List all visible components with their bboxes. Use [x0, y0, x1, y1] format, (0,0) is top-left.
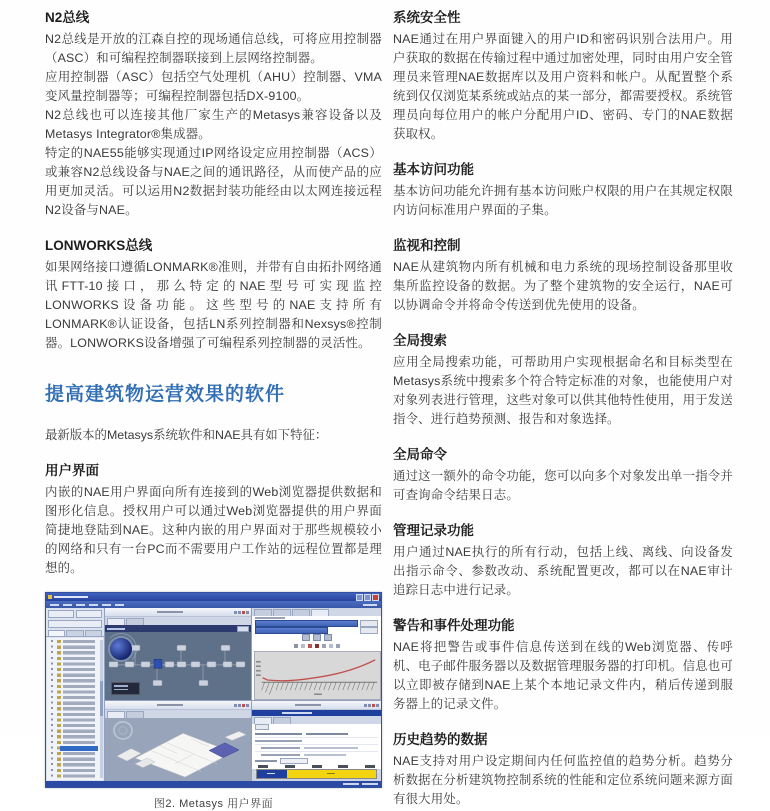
paragraph: 基本访问功能允许拥有基本访问账户权限的用户在其规定权限内访问标准用户界面的子集。	[393, 184, 733, 217]
paragraph: NAE从建筑物内所有机械和电力系统的现场控制设备那里收集所监控设备的数据。为了整个建筑物的安全运行，NAE可以协调命令并将命令传送到优先使用的设备。	[393, 260, 733, 312]
globe-icon	[110, 638, 132, 660]
feature-intro: 最新版本的Metasys系统软件和NAE具有如下特征：	[45, 428, 328, 442]
gauge-segment-occupied	[257, 770, 287, 778]
time-tick-placeholder	[285, 765, 295, 767]
selected-item-row	[252, 620, 381, 627]
tab-placeholder	[126, 711, 144, 718]
paragraph: N2总线是开放的江森自控的现场通信总线，可将应用控制器（ASC）和可编程控制器联接到上层网络控制器。	[45, 32, 382, 65]
time-tick-placeholder	[365, 765, 375, 767]
chart-icon	[313, 634, 321, 641]
gauge-segment-unoccupied	[287, 770, 376, 778]
panel-icon	[372, 704, 375, 707]
panel-header-icons	[364, 704, 379, 707]
section-user-interface	[45, 462, 382, 578]
trend-chart-panel	[252, 608, 381, 701]
paragraph: NAE将把警告或事件信息传送到在线的Web浏览器、传呼机、电子邮件服务器以及数据管理服务器的打印机。信息也可以立即被存储到NAE上某个本地记录文件内，稍后传递到服务器上的记录文件。	[393, 640, 733, 711]
tab-placeholder	[273, 609, 291, 616]
paragraph: 如果网络接口遵循LONMARK®准则，并带有自由拓扑网络通讯FTT-10接口，那么特定的NAE型号可实现监控LONWORKS设备功能。这些型号的NAE支持所有LONMARK®认证设备，包括LN系列控制器和Nexsys®控制器。LONWORKS设备增强了可编程系列控制器的灵活性。	[45, 260, 382, 350]
system-diagram-panel	[105, 608, 251, 701]
panel-icon	[246, 611, 249, 614]
menu-item-placeholder	[76, 604, 85, 606]
panel-icon	[364, 704, 367, 707]
tree-button-placeholder	[76, 610, 102, 618]
middle-panels	[105, 608, 252, 781]
paragraph: 通过这一额外的命令功能，您可以向多个对象发出单一指令并可查询命令结果日志。	[393, 469, 733, 502]
paragraph: 应用全局搜索功能，可帮助用户实现根据命名和目标类型在Metasys系统中搜索多个符合特定标准的对象，也能使用户对对象列表进行管理，这些对象可以供其他特性使用，用于发送指令、进行趋势预测、报告和对象选择。	[393, 355, 733, 426]
feature-title: 提高建筑物运营效果的软件	[45, 384, 286, 405]
menu-item-placeholder	[50, 604, 59, 606]
selected-item-row	[252, 627, 381, 634]
paragraph: N2总线也可以连接其他厂家生产的Metasys兼容设备以及Metasys Integrator®集成器。	[45, 108, 382, 141]
menu-item-placeholder	[102, 604, 111, 606]
window-title-placeholder	[54, 596, 88, 599]
tab-placeholder	[107, 711, 125, 718]
menu-item-placeholder	[115, 604, 124, 606]
right-column	[393, 9, 733, 809]
paragraph: 内嵌的NAE用户界面向所有连接到的Web浏览器提供数据和图形化信息。授权用户可以通过Web浏览器提供的用户界面简捷地登陆到NAE。这种内嵌的用户界面对于那些规模较小的网络和只有一台PC而不需要用户工作站的远程位置都是理想的。	[45, 485, 382, 575]
panel-icon	[242, 611, 245, 614]
panel-title-placeholder	[157, 611, 183, 613]
toolbar-icon	[322, 644, 326, 648]
paragraph: NAE支持对用户设定期间内任何监控值的趋势分析。趋势分析数据在分析建筑物控制系统的性能和定位系统问题来源方面有很大用处。	[393, 754, 733, 806]
section-heading: 系统安全性	[393, 10, 461, 25]
section-heading: LONWORKS总线	[45, 238, 153, 253]
selected-tree-item	[60, 746, 98, 751]
section-heading: 监视和控制	[393, 238, 461, 253]
network-diagram	[105, 632, 251, 700]
printer-icon	[302, 634, 310, 641]
panel-icon	[246, 704, 249, 707]
left-column	[45, 9, 382, 811]
toolbar-button-placeholder	[237, 626, 249, 632]
navigation-tree-panel	[46, 608, 105, 781]
button-placeholder	[360, 620, 378, 627]
export-icon	[324, 634, 332, 641]
tab-placeholder	[254, 609, 272, 616]
form-row	[255, 738, 378, 745]
display-label-placeholder	[255, 760, 277, 762]
panel-icon	[234, 611, 237, 614]
window-controls	[356, 594, 379, 601]
panel-icon	[238, 611, 241, 614]
section-heading: N2总线	[45, 10, 90, 25]
chart-toolbar	[252, 642, 381, 650]
section-alarm-event	[393, 617, 733, 714]
menu-bar	[46, 601, 381, 608]
tree-button-placeholder	[48, 610, 74, 618]
panel-header	[105, 701, 251, 710]
toolbar-icon	[329, 644, 333, 648]
chart-toolbar	[252, 634, 381, 642]
object-detail-panel	[252, 701, 381, 781]
right-panels	[252, 608, 381, 781]
panel-icon	[376, 704, 379, 707]
floorplan-view	[105, 718, 251, 781]
selection-bar	[255, 627, 328, 634]
tree-tab-placeholder	[66, 630, 83, 636]
attribute-form	[252, 730, 381, 758]
section-global-command	[393, 446, 733, 505]
section-heading: 全局命令	[393, 447, 447, 462]
section-heading: 管理记录功能	[393, 523, 474, 538]
tab-placeholder	[292, 609, 310, 616]
figure-metasys-ui	[45, 592, 382, 811]
paragraph: 应用控制器（ASC）包括空气处理机（AHU）控制器、VMA变风量控制器等；可编程控制器包括DX-9100。	[45, 70, 382, 103]
section-heading: 基本访问功能	[393, 162, 474, 177]
window-body	[46, 608, 381, 781]
section-n2-bus	[45, 9, 382, 220]
time-tick-placeholder	[338, 765, 348, 767]
magnifier-icon	[301, 644, 305, 648]
section-heading: 用户界面	[45, 463, 99, 478]
panel-icon	[234, 704, 237, 707]
button-placeholder	[360, 627, 378, 634]
maximize-icon	[364, 594, 371, 601]
tree-toolbar	[46, 618, 104, 628]
form-row	[255, 731, 378, 738]
tab-placeholder	[126, 618, 144, 625]
panel-header-icons	[234, 704, 249, 707]
toolbar-icon	[336, 644, 340, 648]
compass-icon	[114, 722, 132, 739]
trend-chart	[252, 650, 381, 700]
selection-bar	[255, 620, 358, 627]
window-titlebar	[46, 593, 381, 601]
trend-tabs	[252, 608, 381, 616]
tab-placeholder	[311, 609, 329, 616]
paragraph: 特定的NAE55能够实现通过IP网络设定应用控制器（ACS）或兼容N2总线设备与NAE之间的通讯路径，从而使产品的应用更加灵活。可以运用N2数据封装功能经由以太网连接远程N2设备与NAE。	[45, 146, 382, 217]
minimize-icon	[356, 594, 363, 601]
tree-tab-placeholder	[48, 630, 65, 636]
toolbar-icon	[294, 644, 298, 648]
time-tick-placeholder	[312, 765, 322, 767]
form-row	[255, 745, 378, 752]
panel-header	[105, 608, 251, 617]
detail-tabs	[252, 716, 381, 724]
close-icon	[372, 594, 379, 601]
tree-items	[49, 640, 98, 778]
section-monitor-control	[393, 237, 733, 315]
tree-button-placeholder	[48, 620, 102, 628]
tab-placeholder	[273, 717, 291, 724]
section-system-security	[393, 9, 733, 144]
panel-icon	[368, 704, 371, 707]
section-heading: 警告和事件处理功能	[393, 618, 515, 633]
diagram-toolbar	[105, 625, 251, 632]
panel-icon	[242, 704, 245, 707]
panel-icon	[238, 704, 241, 707]
section-basic-access	[393, 161, 733, 220]
tree-view	[47, 638, 103, 780]
paragraph: 用户通过NAE执行的所有行动，包括上线、离线、向设备发出指示命令、参数改动、系统配置更改，都可以在NAE审计追踪日志中进行记录。	[393, 545, 733, 597]
floorplan-graphic	[105, 718, 251, 781]
tree-tab-placeholder	[85, 630, 102, 636]
figure-caption: 图2. Metasys 用户界面	[153, 798, 274, 810]
panel-header-icons	[234, 611, 249, 614]
tree-tabs	[46, 628, 104, 637]
menu-item-placeholder	[363, 604, 377, 606]
tree-scrollbar	[100, 640, 103, 778]
panel-title-placeholder	[157, 704, 183, 706]
paragraph: NAE通过在用户界面键入的用户ID和密码识别合法用户。用户获取的数据在传输过程中通过加密处理，同时由用户安全管理员来管理NAE数据库以及用户资料和帐户。从配置整个系统到仅仅浏览某系统或站点的某一部分，都需要授权。系统管理员向每位用户的帐户分配用户ID、密码、专门的NAE数据获取权。	[393, 32, 733, 141]
tab-placeholder	[107, 618, 125, 625]
panel-title-placeholder	[295, 704, 321, 706]
section-trend-data	[393, 731, 733, 809]
metasys-window	[45, 592, 382, 788]
section-lonworks-bus	[45, 237, 382, 353]
floorplan-panel	[105, 701, 251, 781]
section-heading: 历史趋势的数据	[393, 732, 488, 747]
time-tick-placeholder	[258, 765, 268, 767]
menu-item-placeholder	[63, 604, 72, 606]
toolbar-label-placeholder	[107, 628, 125, 630]
section-global-search	[393, 332, 733, 429]
schedule-gauge	[256, 769, 377, 779]
trend-chart-graphic	[254, 651, 381, 700]
diagram-tabs	[105, 617, 251, 625]
section-audit-log	[393, 522, 733, 600]
window-status-bar	[46, 781, 381, 787]
section-heading: 全局搜索	[393, 333, 447, 348]
toolbar-icon	[315, 644, 319, 648]
floorplan-tabs	[105, 710, 251, 718]
legend-box	[111, 682, 140, 695]
tree-toolbar	[46, 608, 104, 618]
toolbar-icon	[308, 644, 312, 648]
menu-item-placeholder	[89, 604, 98, 606]
app-icon	[48, 595, 52, 599]
panel-header	[252, 701, 381, 710]
